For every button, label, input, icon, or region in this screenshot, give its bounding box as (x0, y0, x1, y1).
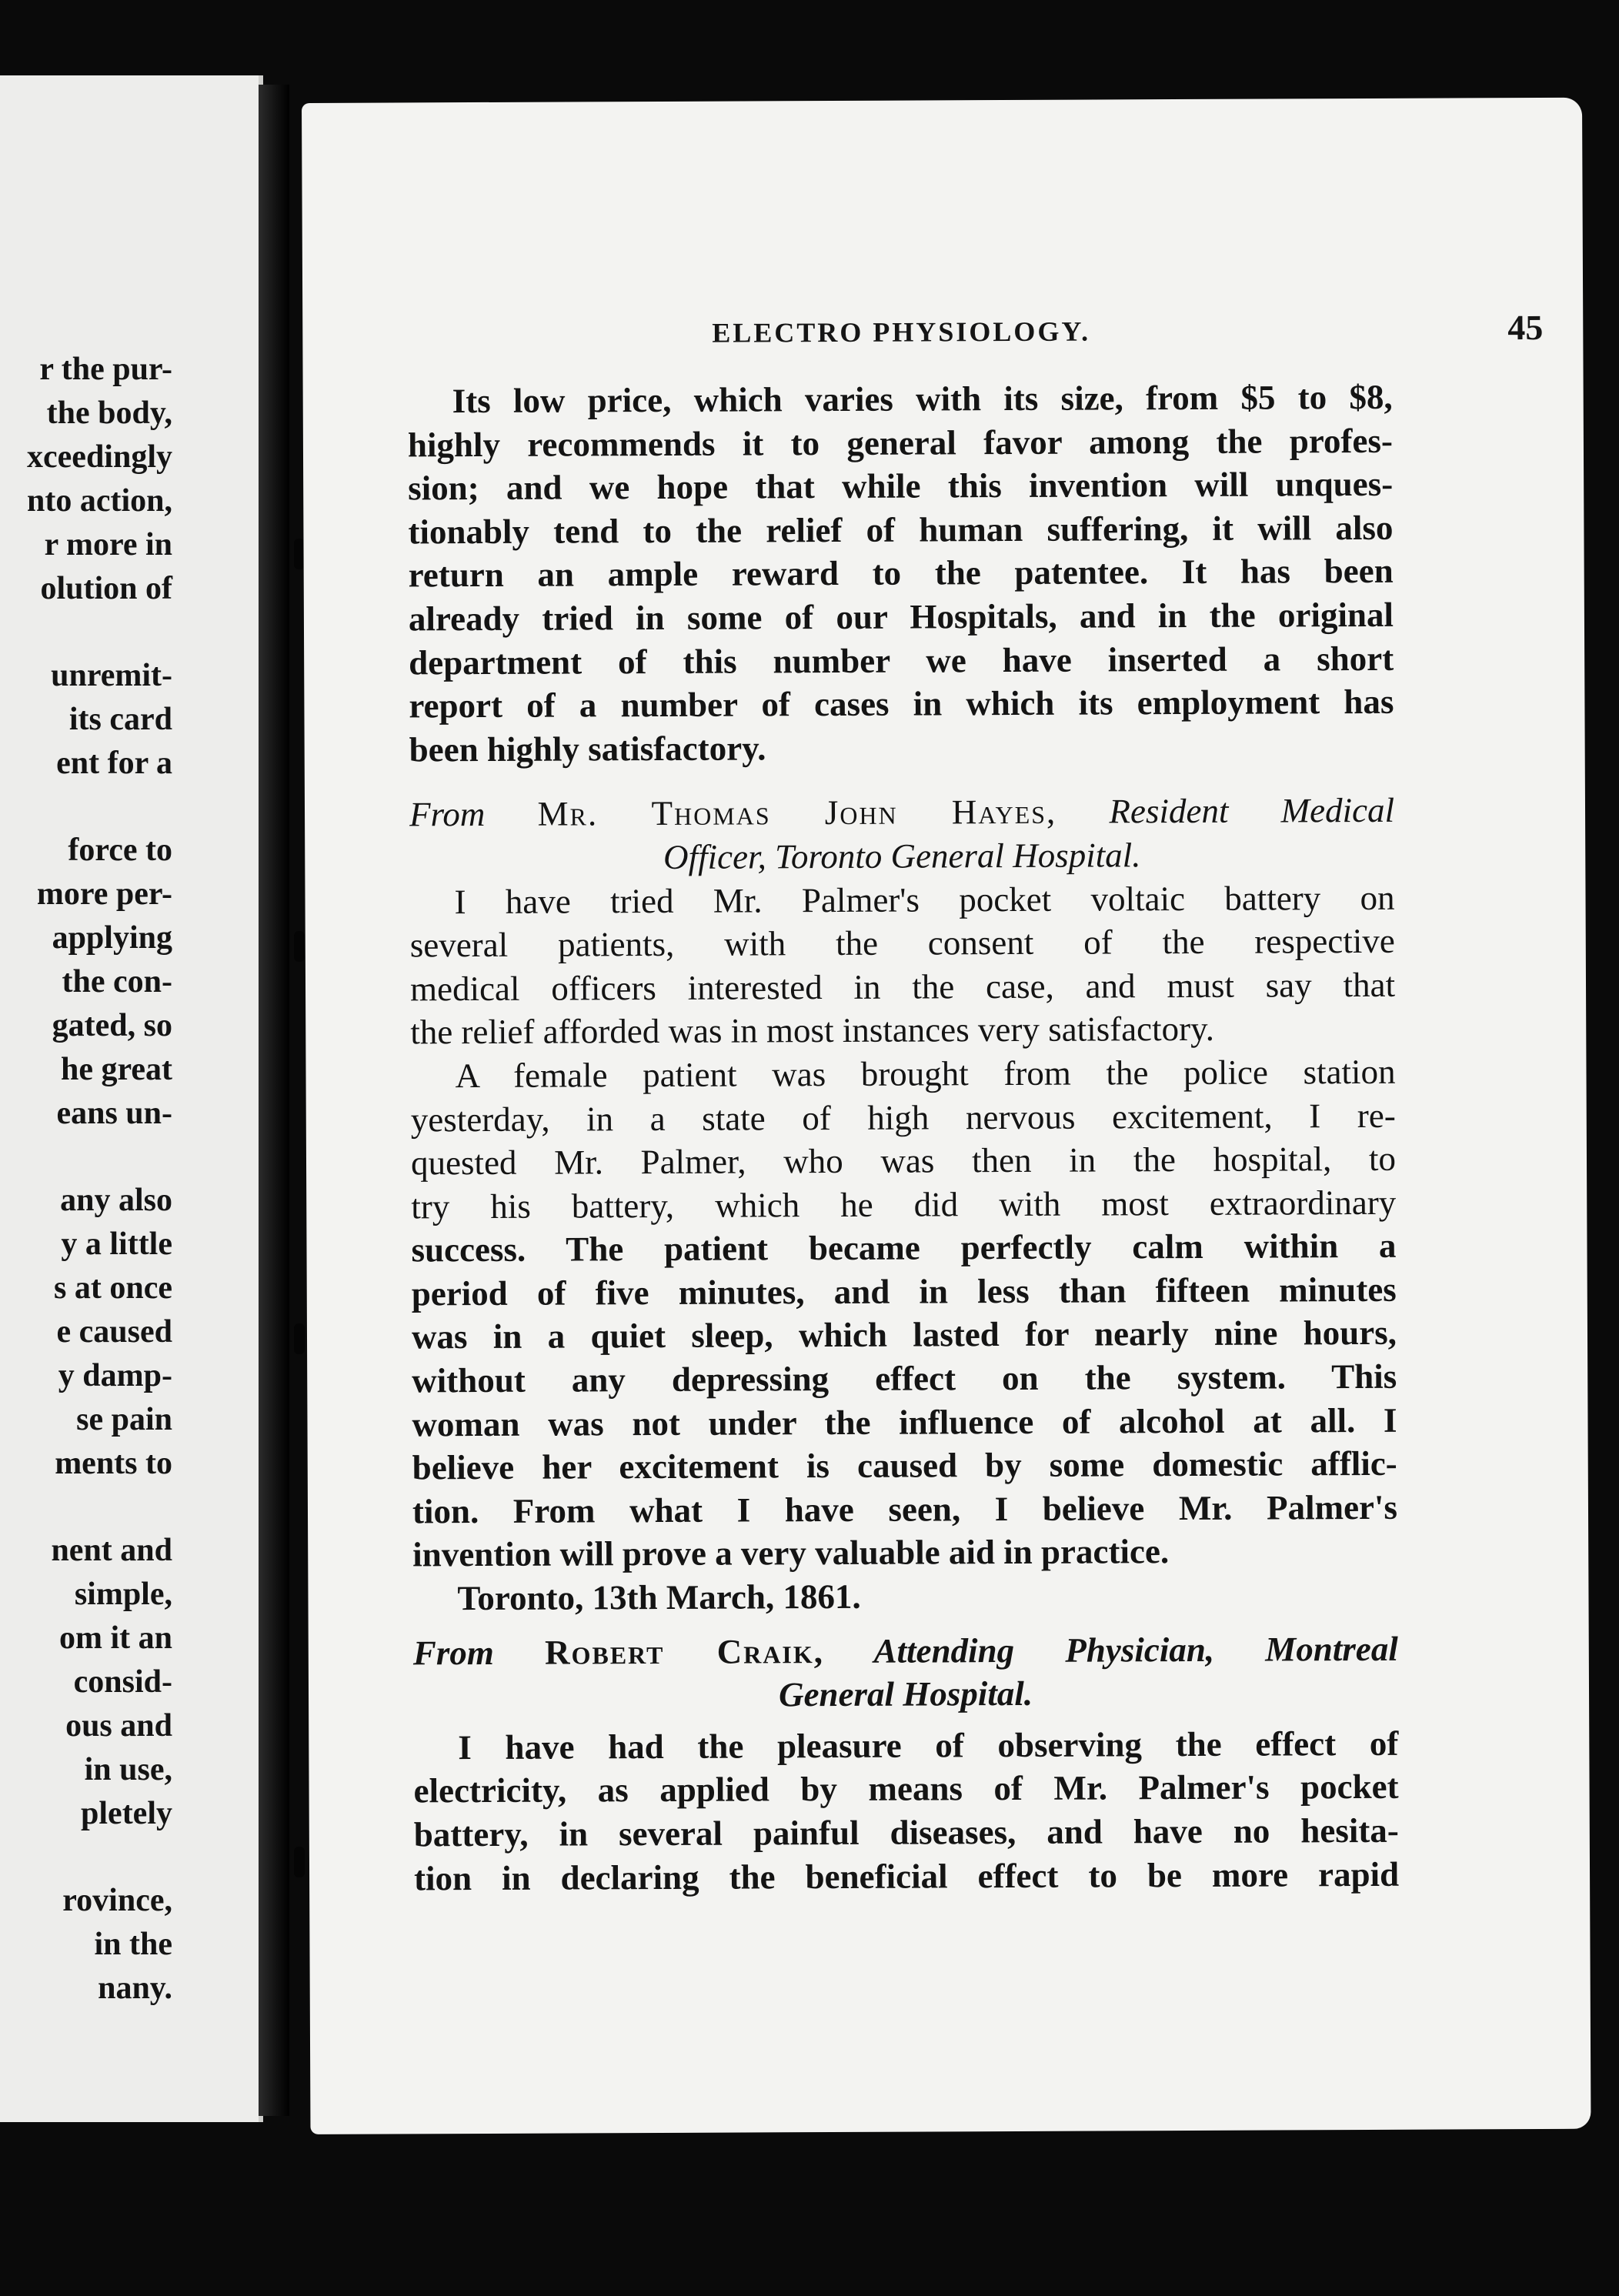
facing-page-line: nany. (98, 1971, 172, 2006)
book-gutter (259, 85, 289, 2116)
text-line: sion; and we hope that while this invention will unques- (408, 465, 1394, 508)
facing-page-line: gated, so (52, 1008, 172, 1043)
facing-page-line: in use, (84, 1752, 172, 1787)
text-line: Its low price, which varies with its size, from $5 to $8, (452, 377, 1393, 421)
heading-title: Resident Medical (1109, 791, 1395, 831)
text-line: electricity, as applied by means of Mr. Palmer's pocket (413, 1767, 1399, 1810)
facing-page-line: its card (68, 702, 172, 737)
text-line: return an ample reward to the patentee. It has been (408, 552, 1394, 595)
dateline: Toronto, 13th March, 1861. (457, 1577, 861, 1618)
text-line: woman was not under the influence of alcohol at all. I (412, 1400, 1397, 1444)
text-line: period of five minutes, and in less than fifteen minutes (411, 1270, 1397, 1313)
facing-page-line: in the (94, 1927, 172, 1962)
facing-page-line (27, 1836, 172, 1879)
text-line: success. The patient became perfectly calm within a (411, 1226, 1397, 1270)
facing-page-line: ous and (65, 1708, 172, 1744)
facing-page-line: y a little (61, 1226, 172, 1262)
page-number: 45 (1507, 307, 1544, 348)
text-line: battery, in several painful diseases, and have no hesita- (413, 1810, 1399, 1854)
text-line: report of a number of cases in which its employment has (409, 682, 1394, 726)
paragraph-price (408, 375, 1394, 772)
facing-page-line: e caused (56, 1314, 172, 1350)
heading-name: Robert Craik, (544, 1631, 825, 1672)
facing-page-line: s at once (54, 1270, 172, 1306)
facing-page-line (27, 1136, 172, 1179)
text-line: tion. From what I have seen, I believe Mr. Palmer's (412, 1487, 1398, 1531)
text-line: department of this number we have inserted a short (409, 639, 1394, 682)
facing-page-line: rovince, (62, 1883, 172, 1918)
book-page (302, 98, 1591, 2134)
facing-page-line: he great (60, 1052, 172, 1087)
heading-name: Mr. Thomas John Hayes, (537, 793, 1057, 834)
text-line: several patients, with the consent of the respective (409, 921, 1395, 965)
text-line: highly recommends it to general favor among the profes- (407, 421, 1394, 464)
facing-page-line: om it an (59, 1620, 172, 1656)
facing-page-line: the con- (62, 964, 172, 999)
binding-stitch (294, 1847, 305, 1877)
facing-page-line: se pain (76, 1402, 172, 1437)
text-line: the relief afforded was in most instances very satisfactory. (410, 1010, 1215, 1052)
letter-heading-hayes (409, 789, 1394, 836)
text-line: I have tried Mr. Palmer's pocket voltaic battery on (454, 878, 1395, 921)
text-line: medical officers interested in the case, and must say that (409, 965, 1396, 1009)
facing-page-line: the body, (46, 395, 172, 431)
running-head: ELECTRO PHYSIOLOGY. (712, 315, 1091, 349)
facing-page-line: xceedingly (27, 439, 172, 475)
letter-craik (413, 1722, 1399, 1901)
letter-heading-hayes-title: Officer, Toronto General Hospital. (663, 836, 1141, 876)
text-line: was in a quiet sleep, which lasted for nearly nine hours, (411, 1313, 1397, 1357)
text-line: already tried in some of our Hospitals, and in the original (408, 595, 1394, 639)
facing-page-line: more per- (36, 876, 172, 912)
facing-page-line (27, 611, 172, 654)
text-line: invention will prove a very valuable aid in practice. (412, 1532, 1170, 1574)
facing-page-line: nto action, (27, 483, 172, 519)
facing-page-line (27, 1486, 172, 1529)
text-line: A female patient was brought from the police station (455, 1052, 1396, 1096)
facing-page-line: force to (68, 833, 172, 868)
facing-page-line: eans un- (56, 1096, 172, 1131)
facing-page-line (27, 786, 172, 829)
text-line: I have had the pleasure of observing the effect of (458, 1724, 1399, 1767)
binding-stitch (294, 931, 305, 962)
facing-page-line: r the pur- (39, 352, 172, 387)
facing-page-line: pletely (81, 1796, 172, 1831)
text-line: without any depressing effect on the system. This (412, 1357, 1397, 1400)
facing-page-line: ments to (55, 1446, 172, 1481)
facing-page-line: nent and (51, 1533, 172, 1568)
facing-page-line: consid- (73, 1664, 172, 1700)
heading-title: Attending Physician, Montreal (873, 1629, 1398, 1670)
heading-from: From (412, 1633, 494, 1673)
text-line: yesterday, in a state of high nervous excitement, I re- (410, 1096, 1396, 1139)
letter-heading-craik (413, 1627, 1398, 1674)
facing-page-line: simple, (74, 1577, 172, 1612)
text-line: quested Mr. Palmer, who was then in the hospital, to (410, 1139, 1397, 1183)
page-body (408, 375, 1400, 1901)
heading-from: From (409, 795, 486, 834)
text-line: try his battery, which he did with most extraordinary (411, 1183, 1397, 1226)
facing-page-line: any also (60, 1183, 172, 1218)
binding-stitch (294, 1323, 305, 1354)
letter-hayes (409, 876, 1397, 1577)
facing-page-text (27, 348, 172, 2011)
facing-page-line: olution of (40, 571, 172, 606)
letter-heading-craik-title: General Hospital. (778, 1674, 1033, 1714)
facing-page (0, 75, 263, 2122)
facing-page-line: applying (52, 920, 172, 956)
facing-page-line: y damp- (58, 1358, 172, 1393)
text-line: tionably tend to the relief of human suffering, it will also (408, 508, 1394, 552)
text-line: been highly satisfactory. (409, 729, 766, 769)
facing-page-line: ent for a (56, 746, 172, 781)
page-header (712, 307, 1558, 357)
facing-page-line: r more in (44, 527, 172, 562)
facing-page-line: unremit- (51, 658, 172, 693)
text-line: believe her excitement is caused by some domestic afflic- (412, 1444, 1397, 1487)
text-line: tion in declaring the beneficial effect to be more rapid (413, 1854, 1400, 1897)
